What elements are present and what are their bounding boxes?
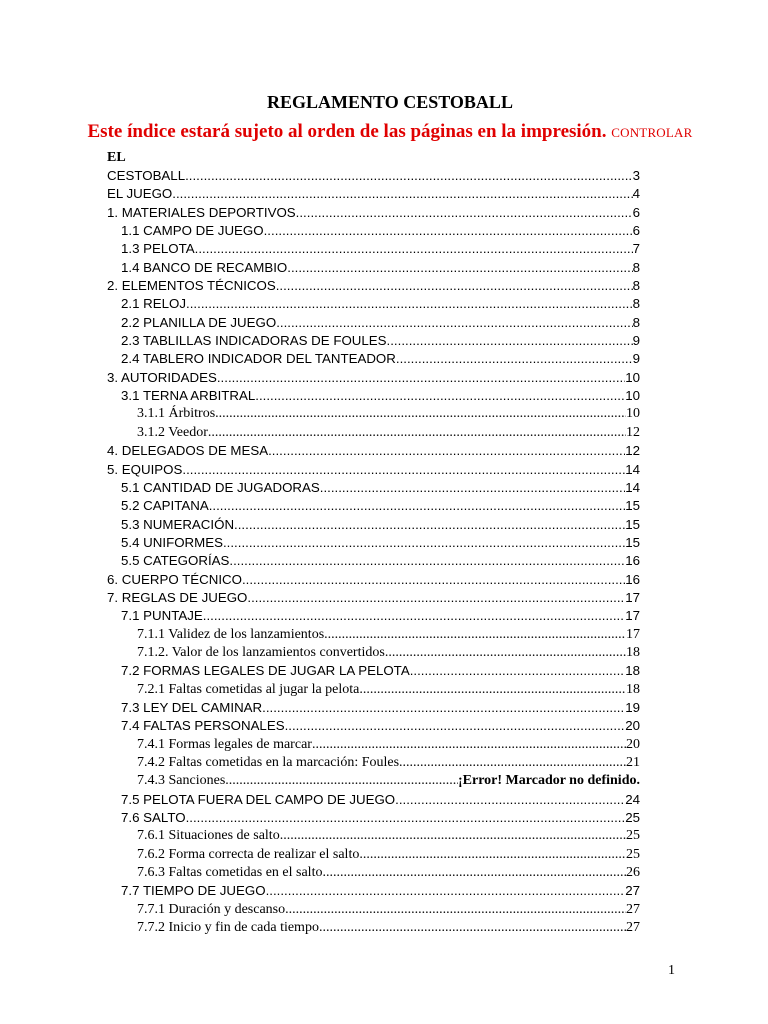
toc-entry-label: 7.4.1 Formas legales de marcar — [137, 736, 312, 752]
toc-entry-error: ¡Error! Marcador no definido. — [458, 773, 640, 789]
toc-entry-label: 7.1 PUNTAJE — [121, 608, 203, 624]
toc-entry-page: 25 — [626, 828, 640, 844]
toc-entry-page: 7 — [632, 241, 640, 257]
toc-leader-dots — [266, 882, 626, 900]
toc-entry-label: 3.1.2 Veedor — [137, 424, 208, 440]
toc-entry[interactable] — [107, 662, 640, 680]
toc-entry-label: 7.2.1 Faltas cometidas al jugar la pelota — [137, 681, 360, 697]
toc-entry-label: 2.2 PLANILLA DE JUEGO — [121, 314, 277, 330]
toc-entry-page: 9 — [632, 351, 640, 367]
toc-entry[interactable] — [107, 240, 640, 258]
toc-entry[interactable] — [107, 772, 640, 790]
toc-entry-label: 3.1 TERNA ARBITRAL — [121, 388, 256, 404]
toc-entry[interactable] — [107, 185, 640, 203]
toc-entry-page: 17 — [625, 608, 640, 624]
page-number: 1 — [668, 963, 675, 978]
toc-entry[interactable] — [107, 277, 640, 295]
toc-entry-page: 18 — [626, 644, 640, 660]
toc-entry-label: 7.6.2 Forma correcta de realizar el salto — [137, 846, 360, 862]
toc-leader-dots — [247, 589, 625, 607]
toc-entry-label: 2.4 TABLERO INDICADOR DEL TANTEADOR — [121, 351, 396, 367]
toc-entry-label: CESTOBALL — [107, 168, 186, 183]
toc-entry-label: EL JUEGO — [107, 186, 173, 202]
toc-leader-dots — [242, 571, 625, 589]
toc-entry-label: 3.1.1 Árbitros — [137, 406, 216, 422]
toc-entry-page: 21 — [626, 755, 640, 770]
toc-entry[interactable] — [107, 607, 640, 625]
toc-entry-label: 5.3 NUMERACIÓN — [121, 516, 235, 532]
toc-entry-page: 17 — [625, 589, 640, 605]
toc-entry-page: 14 — [625, 461, 640, 477]
toc-first-line: EL — [107, 150, 126, 165]
toc-entry[interactable] — [107, 791, 640, 809]
toc-entry-label: 7.1.1 Validez de los lanzamientos — [137, 626, 325, 642]
toc-entry-page: 15 — [625, 534, 640, 550]
toc-entry-page: 10 — [625, 388, 640, 404]
toc-entry-label: 1.4 BANCO DE RECAMBIO — [121, 259, 288, 275]
toc-entry-label: 1.3 PELOTA — [121, 241, 195, 257]
toc-entry-page: 20 — [626, 736, 640, 752]
toc-entry[interactable] — [107, 222, 640, 240]
toc-leader-dots — [387, 332, 633, 350]
toc-leader-dots — [225, 772, 458, 790]
toc-entry-page: 27 — [626, 901, 640, 917]
toc-entry-page: 9 — [632, 333, 640, 349]
toc-entry-page: 10 — [626, 406, 640, 422]
toc-entry[interactable] — [107, 809, 640, 827]
toc-leader-dots — [359, 681, 626, 699]
toc-leader-dots — [410, 662, 626, 680]
toc-leader-dots — [186, 295, 633, 313]
toc-leader-dots — [285, 717, 626, 735]
toc-leader-dots — [195, 240, 633, 258]
toc-entry-label: 3. AUTORIDADES — [107, 369, 217, 385]
toc-entry[interactable] — [107, 534, 640, 552]
toc-entry-label: 1. MATERIALES DEPORTIVOS — [107, 204, 296, 220]
toc-entry[interactable] — [107, 204, 640, 222]
toc-entry-page: 17 — [626, 626, 640, 642]
toc-entry[interactable] — [107, 681, 640, 699]
toc-entry[interactable] — [107, 589, 640, 607]
toc-entry-label: 5.5 CATEGORÍAS — [121, 553, 230, 569]
toc-entry-label: 7.7.2 Inicio y fin de cada tiempo — [137, 920, 319, 936]
toc-entry-page: 6 — [632, 223, 640, 239]
toc-entry-label: 7.6.3 Faltas cometidas en el salto — [137, 865, 323, 881]
toc-entry[interactable] — [107, 516, 640, 534]
toc-entry[interactable] — [107, 717, 640, 735]
toc-entry[interactable] — [107, 552, 640, 570]
document-title: REGLAMENTO CESTOBALL — [267, 92, 513, 112]
toc-leader-dots — [262, 699, 625, 717]
toc-entry-page: 25 — [625, 810, 640, 826]
toc-entry[interactable] — [107, 350, 640, 368]
toc-entry[interactable] — [107, 167, 640, 185]
toc-entry-page: 8 — [632, 278, 640, 294]
toc-leader-dots — [208, 424, 626, 442]
toc-entry[interactable] — [107, 259, 640, 277]
toc-entry[interactable] — [107, 846, 640, 864]
toc-entry-page: 25 — [626, 846, 640, 862]
toc-leader-dots — [255, 387, 625, 405]
toc-leader-dots — [264, 222, 633, 240]
toc-leader-dots — [280, 827, 626, 845]
toc-entry-page: 14 — [625, 479, 640, 495]
toc-entry-page: 3 — [632, 168, 640, 183]
toc-entry-page: 18 — [626, 681, 640, 697]
toc-entry[interactable] — [107, 461, 640, 479]
toc-entry-label: 7.6 SALTO — [121, 810, 186, 826]
toc-entry-label: 2.3 TABLILLAS INDICADORAS DE FOULES — [121, 333, 387, 349]
toc-leader-dots — [319, 919, 626, 937]
toc-entry-label: 6. CUERPO TÉCNICO — [107, 571, 242, 587]
toc-entry-page: 15 — [625, 516, 640, 532]
toc-entry[interactable] — [107, 736, 640, 754]
toc-entry[interactable] — [107, 314, 640, 332]
toc-entry[interactable] — [107, 387, 640, 405]
toc-entry-label: 5.1 CANTIDAD DE JUGADORAS — [121, 479, 320, 495]
toc-leader-dots — [276, 277, 633, 295]
toc-leader-dots — [185, 167, 633, 185]
toc-entry[interactable] — [107, 405, 640, 423]
toc-leader-dots — [229, 552, 625, 570]
toc-leader-dots — [320, 479, 625, 497]
toc-entry-page: 10 — [625, 369, 640, 385]
toc-entry-page: 26 — [626, 865, 640, 881]
toc-entry-page: 8 — [632, 314, 640, 330]
notice-text: Este índice estará sujeto al orden de las páginas en la impresión. — [87, 121, 607, 142]
toc-leader-dots — [215, 405, 626, 423]
toc-entry-label: 7.7.1 Duración y descanso — [137, 901, 286, 917]
toc-entry-label: 7.7 TIEMPO DE JUEGO — [121, 883, 266, 899]
toc-entry[interactable] — [107, 626, 640, 644]
toc-entry[interactable] — [107, 479, 640, 497]
toc-entry-page: 12 — [626, 424, 640, 440]
toc-entry-page: 27 — [626, 920, 640, 936]
toc-leader-dots — [359, 846, 626, 864]
toc-entry-label: 7.3 LEY DEL CAMINAR — [121, 699, 263, 715]
toc-entry-label: 2.1 RELOJ — [121, 296, 187, 312]
toc-entry[interactable] — [107, 332, 640, 350]
toc-leader-dots — [312, 736, 626, 754]
toc-leader-dots — [182, 461, 625, 479]
toc-entry[interactable] — [107, 442, 640, 460]
toc-entry[interactable] — [107, 754, 640, 772]
toc-entry[interactable] — [107, 919, 640, 937]
toc-leader-dots — [287, 259, 632, 277]
toc-entry-page: 20 — [625, 718, 640, 734]
toc-entry[interactable] — [107, 571, 640, 589]
toc-entry[interactable] — [107, 864, 640, 882]
toc-leader-dots — [217, 369, 625, 387]
toc-entry[interactable] — [107, 369, 640, 387]
toc-entry-page: 15 — [625, 498, 640, 514]
print-order-notice — [0, 121, 768, 143]
toc-entry-label: 5.4 UNIFORMES — [121, 534, 223, 550]
toc-entry-label: 4. DELEGADOS DE MESA — [107, 443, 269, 459]
toc-entry-label: 5.2 CAPITANA — [121, 498, 209, 514]
toc-entry-label: 7.6.1 Situaciones de salto — [137, 828, 280, 844]
toc-leader-dots — [268, 442, 625, 460]
toc-entry[interactable] — [107, 827, 640, 845]
toc-entry-page: 12 — [625, 443, 640, 459]
toc-leader-dots — [385, 644, 626, 662]
toc-entry-label: 7.1.2. Valor de los lanzamientos convertidos — [137, 644, 385, 660]
toc-entry-page: 24 — [625, 791, 640, 807]
toc-leader-dots — [172, 185, 632, 203]
toc-leader-dots — [276, 314, 632, 332]
toc-entry-label: 5. EQUIPOS — [107, 461, 183, 477]
notice-tag: CONTROLAR — [611, 125, 693, 140]
table-of-contents — [107, 167, 640, 937]
toc-entry-page: 18 — [625, 663, 640, 679]
toc-entry-label: 2. ELEMENTOS TÉCNICOS — [107, 278, 276, 294]
toc-leader-dots — [396, 350, 633, 368]
toc-leader-dots — [324, 626, 626, 644]
toc-entry-label: 7.2 FORMAS LEGALES DE JUGAR LA PELOTA — [121, 663, 410, 679]
toc-leader-dots — [209, 497, 626, 515]
toc-entry-page: 6 — [632, 204, 640, 220]
toc-leader-dots — [285, 901, 626, 919]
toc-leader-dots — [399, 754, 626, 772]
toc-entry[interactable] — [107, 497, 640, 515]
toc-leader-dots — [186, 809, 626, 827]
toc-entry[interactable] — [107, 699, 640, 717]
toc-entry-page: 8 — [632, 296, 640, 312]
toc-entry-label: 7.4 FALTAS PERSONALES — [121, 718, 285, 734]
toc-entry[interactable] — [107, 644, 640, 662]
toc-entry-page: 8 — [632, 259, 640, 275]
toc-entry[interactable] — [107, 424, 640, 442]
toc-entry-label: 1.1 CAMPO DE JUEGO — [121, 223, 264, 239]
toc-entry-page: 16 — [625, 571, 640, 587]
toc-leader-dots — [296, 204, 633, 222]
toc-entry[interactable] — [107, 295, 640, 313]
toc-entry[interactable] — [107, 882, 640, 900]
toc-entry-page: 16 — [625, 553, 640, 569]
toc-entry[interactable] — [107, 901, 640, 919]
toc-leader-dots — [203, 607, 625, 625]
toc-entry-page: 19 — [625, 699, 640, 715]
toc-entry-label: 7. REGLAS DE JUEGO — [107, 589, 248, 605]
toc-leader-dots — [395, 791, 625, 809]
toc-entry-label: 7.4.3 Sanciones — [137, 773, 226, 789]
toc-entry-page: 27 — [625, 883, 640, 899]
toc-leader-dots — [234, 516, 625, 534]
toc-entry-label: 7.5 PELOTA FUERA DEL CAMPO DE JUEGO — [121, 791, 396, 807]
toc-entry-label: 7.4.2 Faltas cometidas en la marcación: Foules — [137, 755, 400, 770]
toc-leader-dots — [322, 864, 626, 882]
toc-entry-page: 4 — [632, 186, 640, 202]
toc-leader-dots — [223, 534, 625, 552]
